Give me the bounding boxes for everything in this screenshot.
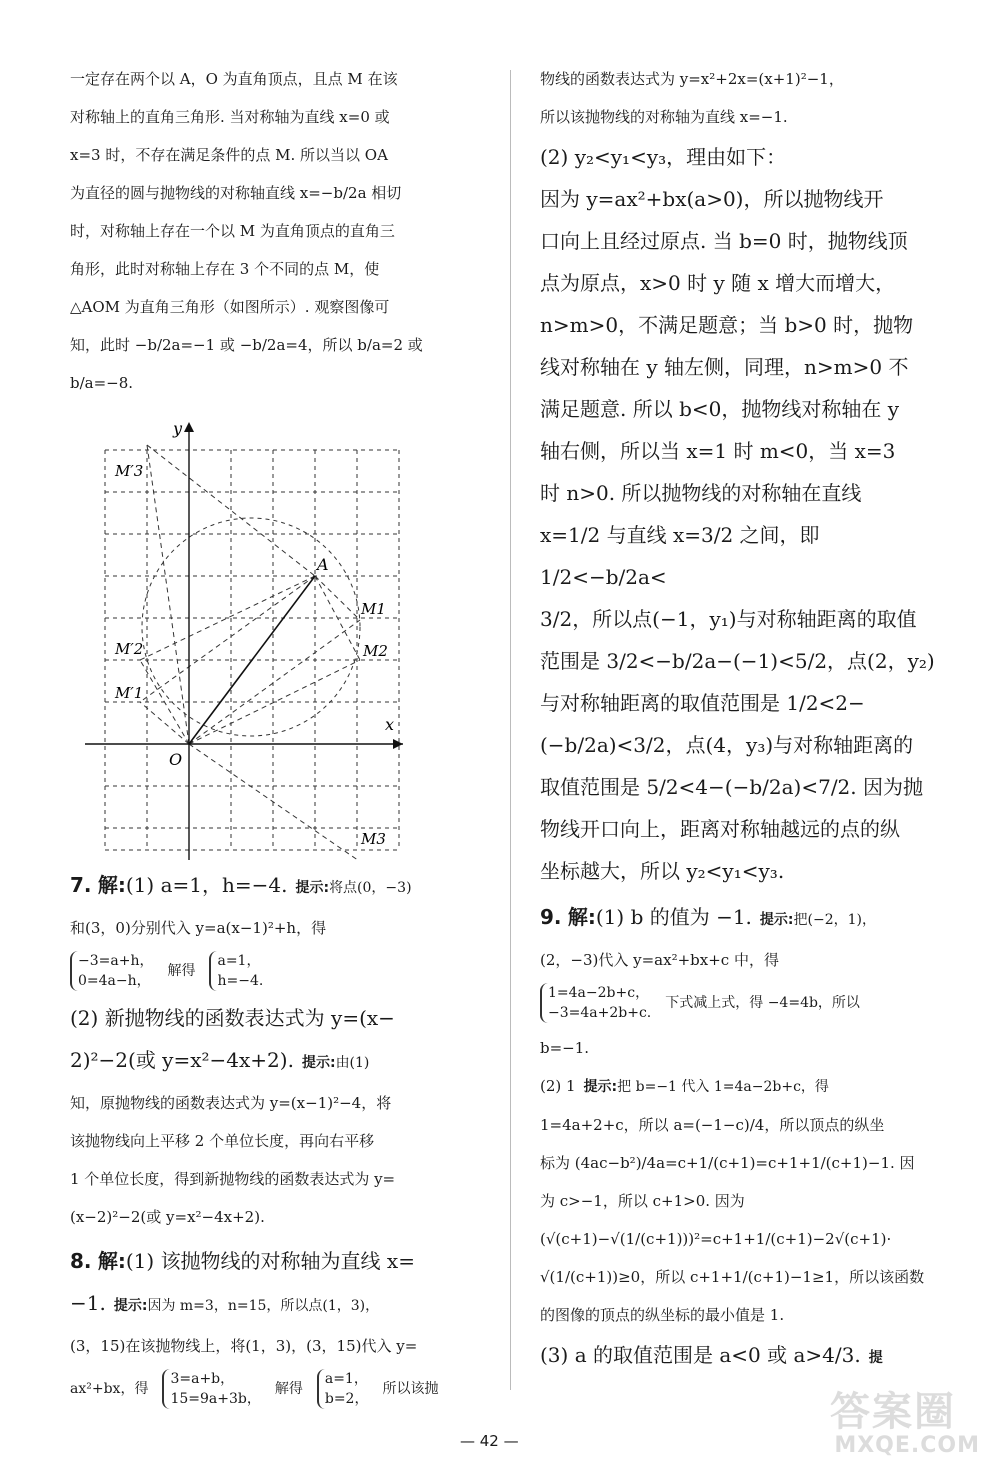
page-number: — 42 — xyxy=(460,1432,519,1450)
equation-row: 3=a+b， xyxy=(170,1371,235,1387)
right-column xyxy=(540,60,940,1379)
answer-text: (3) a 的取值范围是 a<0 或 a>4/3. xyxy=(540,1343,861,1367)
text-line: 角形，此时对称轴上存在 3 个不同的点 M，使 xyxy=(70,260,380,278)
solution-label: 解: xyxy=(97,1249,126,1273)
solution-label: 解: xyxy=(567,905,596,929)
point-M2prime-label: M′2 xyxy=(115,640,144,658)
text-line: 物线的函数表达式为 y=x²+2x=(x+1)²−1， xyxy=(540,70,844,88)
intro-paragraph xyxy=(70,60,495,402)
point-A-label: A xyxy=(317,555,329,574)
equation-row: h=−4. xyxy=(217,973,264,989)
solve-word: 解得 xyxy=(274,1381,303,1397)
text-line: x=3 时，不存在满足条件的点 M. 所以当以 OA xyxy=(70,146,388,164)
answer-text: (2) 新抛物线的函数表达式为 y=(x− xyxy=(70,1006,395,1030)
text-line: 口向上且经过原点. 当 b=0 时，抛物线顶 xyxy=(540,229,908,253)
hint-text: 把(−2，1)， xyxy=(793,912,876,928)
hint-text: 将点(0，−3) xyxy=(329,880,412,896)
hint-text: 的图像的顶点的纵坐标的最小值是 1. xyxy=(540,1306,785,1324)
axis-y-label: y xyxy=(173,420,183,438)
hint-text: ax²+bx，得 xyxy=(70,1381,149,1397)
equation-row: −3=a+h， xyxy=(78,953,154,969)
point-M3prime-label: M′3 xyxy=(115,462,144,480)
dashed-circle xyxy=(142,518,360,736)
text-line: n>m>0，不满足题意；当 b>0 时，抛物 xyxy=(540,313,914,337)
equation-system xyxy=(70,1369,495,1409)
point-M2-label: M2 xyxy=(363,642,388,660)
equation-row: a=1， xyxy=(217,953,261,969)
y-axis-arrow xyxy=(184,422,194,432)
equation-system xyxy=(70,951,495,991)
watermark-line2: MXQE.COM xyxy=(834,1433,980,1458)
hint-text: 知，原抛物线的函数表达式为 y=(x−1)²−4，将 xyxy=(70,1094,392,1112)
point-M1-label: M1 xyxy=(361,600,386,618)
solve-word: 解得 xyxy=(167,963,196,979)
hint-text: 因为 m=3，n=15，所以点(1，3)， xyxy=(147,1298,380,1314)
column-divider xyxy=(510,70,511,1390)
equation-row: a=1， xyxy=(324,1371,368,1387)
text-line: 范围是 3/2<−b/2a−(−1)<5/2，点(2，y₂) xyxy=(540,649,935,673)
text-line: 物线开口向上，距离对称轴越远的点的纵 xyxy=(540,817,900,841)
hint-text: 下式减上式，得 −4=4b，所以 xyxy=(665,995,860,1011)
answer-text: 2)²−2(或 y=x²−4x+2). xyxy=(70,1048,294,1072)
text-line: 3/2，所以点(−1，y₁)与对称轴距离的取值 xyxy=(540,607,917,631)
hint-label: 提示: xyxy=(295,880,330,896)
text-line: 点为原点，x>0 时 y 随 x 增大而增大， xyxy=(540,271,896,295)
hint-text: 所以该抛 xyxy=(382,1381,439,1397)
text-line: b/a=−8. xyxy=(70,374,134,392)
answer-text: (2) 1 xyxy=(540,1077,576,1095)
equation-row: −3=4a+2b+c. xyxy=(548,1005,652,1021)
question-number: 7. xyxy=(70,873,92,897)
question-8 xyxy=(70,1240,495,1409)
text-line: 与对称轴距离的取值范围是 1/2<2− xyxy=(540,691,865,715)
hint-text: (√(c+1)−√(1/(c+1)))²=c+1+1/(c+1)−2√(c+1)· xyxy=(540,1230,892,1248)
hint-text: b=−1. xyxy=(540,1039,590,1057)
hint-label: 提示: xyxy=(759,912,794,928)
watermark-logo xyxy=(830,1390,980,1462)
text-line: 线对称轴在 y 轴左侧，同理，n>m>0 不 xyxy=(540,355,909,379)
text-line: 时 n>0. 所以抛物线的对称轴在直线 xyxy=(540,481,862,505)
hint-text: 和(3，0)分别代入 y=a(x−1)²+h，得 xyxy=(70,919,327,937)
left-column xyxy=(70,60,495,1415)
x-axis-arrow xyxy=(393,739,403,749)
answer-text: (1) b 的值为 −1. xyxy=(595,905,752,929)
text-line: 对称轴上的直角三角形. 当对称轴为直线 x=0 或 xyxy=(70,108,390,126)
text-line: 轴右侧，所以当 x=1 时 m<0，当 x=3 xyxy=(540,439,896,463)
text-line: 为直径的圆与抛物线的对称轴直线 x=−b/2a 相切 xyxy=(70,184,402,202)
text-line: 知，此时 −b/2a=−1 或 −b/2a=4，所以 b/a=2 或 xyxy=(70,336,423,354)
text-line: 一定存在两个以 A，O 为直角顶点，且点 M 在该 xyxy=(70,70,398,88)
hint-label: 提 xyxy=(868,1350,883,1366)
text-line: 因为 y=ax²+bx(a>0)，所以抛物线开 xyxy=(540,187,884,211)
triangle-lines xyxy=(140,445,365,860)
question-number: 9. xyxy=(540,905,562,929)
hint-text: 为 c>−1，所以 c+1>0. 因为 xyxy=(540,1192,745,1210)
question-number: 8. xyxy=(70,1249,92,1273)
hint-text: √(1/(c+1))≥0，所以 c+1+1/(c+1)−1≥1，所以该函数 xyxy=(540,1268,925,1286)
text-line: 坐标越大，所以 y₂<y₁<y₃. xyxy=(540,859,785,883)
equation-row: 0=4a−h， xyxy=(78,973,151,989)
hint-label: 提示: xyxy=(301,1055,336,1071)
point-M1prime-label: M′1 xyxy=(115,684,144,702)
hint-text: 1=4a+2+c，所以 a=(−1−c)/4，所以顶点的纵坐 xyxy=(540,1116,885,1134)
text-line: 时，对称轴上存在一个以 M 为直角顶点的直角三 xyxy=(70,222,395,240)
segment-OA xyxy=(189,576,315,744)
answer-text: (1) a=1，h=−4. xyxy=(125,873,288,897)
hint-label: 提示: xyxy=(583,1079,618,1095)
equation-row: b=2， xyxy=(324,1391,369,1407)
watermark-line1: 答案圈 xyxy=(830,1389,956,1435)
hint-text: (2，−3)代入 y=ax²+bx+c 中，得 xyxy=(540,951,779,969)
answer-text: −1. xyxy=(70,1291,106,1315)
answer-text: (1) 该抛物线的对称轴为直线 x= xyxy=(125,1249,415,1273)
text-line: 满足题意. 所以 b<0，抛物线对称轴在 y xyxy=(540,397,900,421)
hint-text: 该抛物线向上平移 2 个单位长度，再向右平移 xyxy=(70,1132,375,1150)
coordinate-graph xyxy=(85,420,405,860)
equation-system xyxy=(540,983,940,1023)
hint-text: 由(1) xyxy=(335,1055,370,1071)
text-line: △AOM 为直角三角形（如图所示）. 观察图像可 xyxy=(70,298,390,316)
axis-x-label: x xyxy=(385,715,395,734)
q8-part2 xyxy=(540,136,940,892)
hint-text: 1 个单位长度，得到新抛物线的函数表达式为 y= xyxy=(70,1170,396,1188)
origin-label: O xyxy=(169,750,183,769)
hint-text: 标为 (4ac−b²)/4a=c+1/(c+1)=c+1+1/(c+1)−1. 因 xyxy=(540,1154,915,1172)
text-line: (2) y₂<y₁<y₃，理由如下： xyxy=(540,145,787,169)
hint-text: (3，15)在该抛物线上，将(1，3)，(3，15)代入 y= xyxy=(70,1337,418,1355)
equation-row: 1=4a−2b+c， xyxy=(548,985,650,1001)
text-line: x=1/2 与直线 x=3/2 之间，即 1/2<−b/2a< xyxy=(540,523,820,589)
hint-text: (x−2)²−2(或 y=x²−4x+2). xyxy=(70,1208,265,1226)
point-M3-label: M3 xyxy=(361,830,386,848)
question-9 xyxy=(540,896,940,1379)
equation-row: 15=9a+3b， xyxy=(170,1391,261,1407)
solution-label: 解: xyxy=(97,873,126,897)
question-7 xyxy=(70,864,495,1236)
text-line: 取值范围是 5/2<4−(−b/2a)<7/2. 因为抛 xyxy=(540,775,923,799)
text-line: (−b/2a)<3/2，点(4，y₃)与对称轴距离的 xyxy=(540,733,914,757)
text-line: 所以该抛物线的对称轴为直线 x=−1. xyxy=(540,108,788,126)
hint-text: 把 b=−1 代入 1=4a−2b+c，得 xyxy=(617,1079,829,1095)
hint-label: 提示: xyxy=(113,1298,148,1314)
